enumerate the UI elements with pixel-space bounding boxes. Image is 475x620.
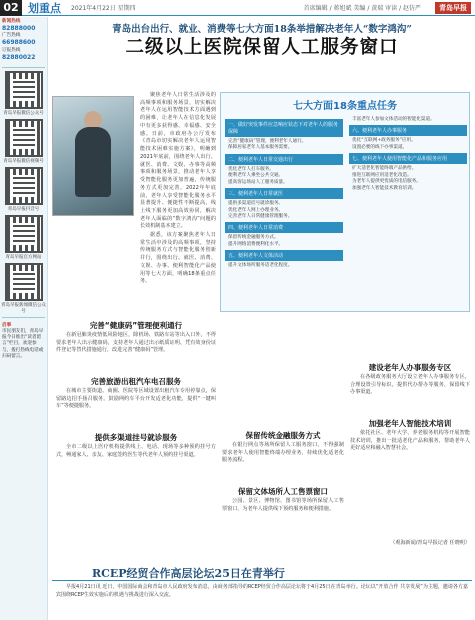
task-item: 提高客运场站人工服务质量。: [228, 179, 288, 185]
task-item: 提供多渠道挂号就诊服务。: [228, 201, 284, 207]
task-item: 提升文体场所服务适老化程度。: [228, 263, 293, 269]
page-number: 02: [0, 0, 22, 16]
task-group-head: 二、便利老年人日常交通出行: [225, 154, 343, 165]
section-text: 全市二级以上医疗机构提供线上、电话、现场等多种预约挂号方式，畅通家人、亲友、家庭签约医生等代老年人预约挂号渠道。: [56, 444, 216, 458]
section-heading: 加强老年人智能技术培训: [368, 419, 452, 428]
column-name: 划重点: [28, 1, 61, 15]
task-group-head: 五、便利老年人文体活动: [225, 250, 343, 261]
divider: [52, 580, 472, 581]
website-qr-icon[interactable]: [5, 215, 43, 253]
section-text: 依托社区、老年大学、养老服务机构等开展智能技术培训，推出一批适老化产品和服务，帮助老年人更好适应和融入智慧社会。: [350, 430, 470, 452]
article-headline: 二级以上医院保留人工服务窗口: [125, 37, 399, 58]
task-item: 完善老年人日常健康管理服务。: [228, 213, 293, 219]
task-item: 便利老年人乘坐公共交通。: [228, 173, 284, 179]
task-item: 设置必要的线下办事渠道。: [352, 144, 408, 150]
article-credit: （观海新闻/青岛早报记者 任晓明）: [390, 540, 470, 546]
section-heading: 提供多渠道挂号就诊服务: [94, 433, 178, 442]
page-header: [0, 0, 475, 16]
wechat-qr-icon[interactable]: [5, 71, 43, 109]
notice-title: 启事: [2, 322, 12, 328]
ad-hotline-number: 66988600: [2, 39, 36, 47]
task-item: 为老年人提供更优质的电信服务。: [352, 179, 421, 185]
task-group-head: 七、便利老年人使用智能化产品和服务应用: [349, 153, 467, 164]
key-tasks-left: [225, 117, 343, 270]
task-item: 推进互联网应用适老化改造。: [352, 172, 412, 178]
news-qr-icon[interactable]: [5, 263, 43, 301]
elderly-photo: [52, 96, 134, 216]
section-heading: 保留传统金融服务方式: [245, 431, 321, 440]
task-item: 保障居家老年人基本服务需要。: [228, 145, 293, 151]
task-item: 扩大适老化智能终端产品供给。: [352, 166, 417, 172]
qr-caption: 青岛早报官方网站: [5, 254, 42, 260]
section-text: 在各级政务服务大厅设立老年人办事服务专区，合理设置引导标识，提供代办帮办等服务，保留线下办事渠道。: [350, 374, 470, 396]
news-headline-rcep: RCEP经贸合作高层论坛25日在青举行: [92, 567, 285, 580]
qr-caption: 青岛早报抖音号: [7, 206, 40, 212]
key-tasks-title: 七大方面18条重点任务: [293, 101, 397, 112]
key-tasks-right: [349, 117, 467, 192]
hotline-number: 82888000: [2, 25, 36, 33]
section-heading: 保留文体场所人工售票窗口: [238, 487, 328, 496]
qr-caption: 青岛早报新闻微信公众号: [1, 302, 46, 314]
task-group-head: 一、做好突发事件应急响应状态下对老年人的服务保障: [225, 119, 343, 137]
video-qr-icon[interactable]: [5, 119, 43, 157]
task-item: 优化老年人打车服务。: [228, 166, 274, 172]
task-item: 完善“健康码”管理，便利老年人通行。: [228, 139, 307, 144]
section-heading: 完善“健康码”管理便利通行: [89, 321, 183, 330]
article-kicker: 青岛出台出行、就业、消费等七大方面18条举措解决老年人“数字鸿沟”: [112, 24, 412, 35]
task-item: 提升网络消费便利化水平。: [228, 241, 284, 247]
task-item: 优化“互联网+政务服务”应用。: [352, 138, 416, 144]
task-item: 保留传统金融服务方式。: [228, 235, 279, 241]
issue-date: 2021年4月22日 星期四: [71, 5, 136, 12]
key-tasks-box: [220, 92, 470, 312]
subscription-label: 订报热线: [2, 47, 21, 53]
article-lead-2: 据悉，该方案聚焦老年人日常生活中涉及的高频事项，坚持传统服务方式与智能化服务创新并行，围绕出行、就医、消费、文娱、办事、便利智能化产品使用等七大方面，明确18条重点任务。: [140, 232, 216, 285]
newspaper-logo: 青岛早报: [435, 2, 471, 14]
subscription-number: 82880022: [2, 53, 36, 61]
task-item: 丰富老年人参加文体活动的智能化渠道。: [352, 117, 435, 122]
hotline-title: 新闻热线: [2, 19, 21, 24]
section-text: 在银行网点等场所保留人工服务窗口，不得强制要求老年人使用智能终端办理业务，持续优化适老化服务流程。: [222, 442, 344, 464]
qr-caption: 青岛早报微信视频号: [3, 158, 44, 164]
left-rail: [0, 17, 48, 620]
news-text-rcep: 早报4月21日讯 近日，中国国际商会和青岛市人民政府发布消息，由商务部指导的RCEP经贸合作高层论坛将于4月25日在青岛举行。论坛以“开放合作 共享发展”为主题，邀请各方嘉宾围绕RCEP生效实施后的机遇与挑战进行深入交流。: [56, 584, 468, 598]
task-group-head: 四、便利老年人日常消费: [225, 222, 343, 233]
ad-hotline-label: 广告热线: [2, 33, 21, 39]
section-text: 公园、景区、博物馆、图书馆等场所保留人工售票窗口，为老年人提供线下预约服务和便利措施。: [222, 498, 344, 512]
douyin-qr-icon[interactable]: [5, 167, 43, 205]
task-item: 加强老年人智能技术教育培训。: [352, 185, 417, 191]
section-text: 在新冠肺炎疫情低风险地区，除机场、铁路车站等出入口外，不得要求老年人出示健康码，支持老年人通过出示纸质证明、凭有效身份证件登记等替代措施通行，改进完善“健康码”管理。: [56, 332, 216, 354]
task-group-head: 三、便利老年人日常就医: [225, 188, 343, 199]
section-text: 在城市主要街道、商圈、医院等区域设置出租汽车专用停靠点，保留路边招手扬召服务。鼓励网约车平台开发适老化功能，提供“一键叫车”等便捷服务。: [56, 388, 216, 410]
section-heading: 建设老年人办事服务专区: [368, 363, 452, 372]
qr-caption: 青岛早报微信公众号: [3, 110, 44, 116]
section-heading: 完善旅游出租汽车电召服务: [91, 377, 181, 386]
task-item: 优化老年人网上办理业务。: [228, 207, 284, 213]
task-group-head: 六、便利老年人办事服务: [349, 125, 467, 136]
notice-text: 市民朋友们，青岛早报今日推出“读者留言”栏目，欢迎参与，拨打热线电话或扫码留言。: [2, 329, 44, 359]
editor-credits: 首席编辑 / 蒋旭斌 美编 / 黄瑞 审读 / 赵仿严: [303, 5, 421, 12]
article-lead: 聚焦老年人日常生活涉及的高频事项和服务场景，切实解决老年人在运用智能技术方面遇到的困难，让老年人在信息化发展中有更多获得感、幸福感、安全感。日前，市政府办公厅发布《青岛市切实解决老年人运用智能技术困难实施方案》，明确到2021年底前，围绕老年人出行、就医、消费、文娱、办事等高频事项和服务场景，推动老年人享受智能化服务更加普遍，传统服务方式更加完善。2022年年底前，老年人享受智能化服务水平显著提升、便捷性不断提高，线上线下服务更加高效协同，解决老年人面临的“数字鸿沟”问题的长效机制基本建立。: [140, 92, 216, 230]
